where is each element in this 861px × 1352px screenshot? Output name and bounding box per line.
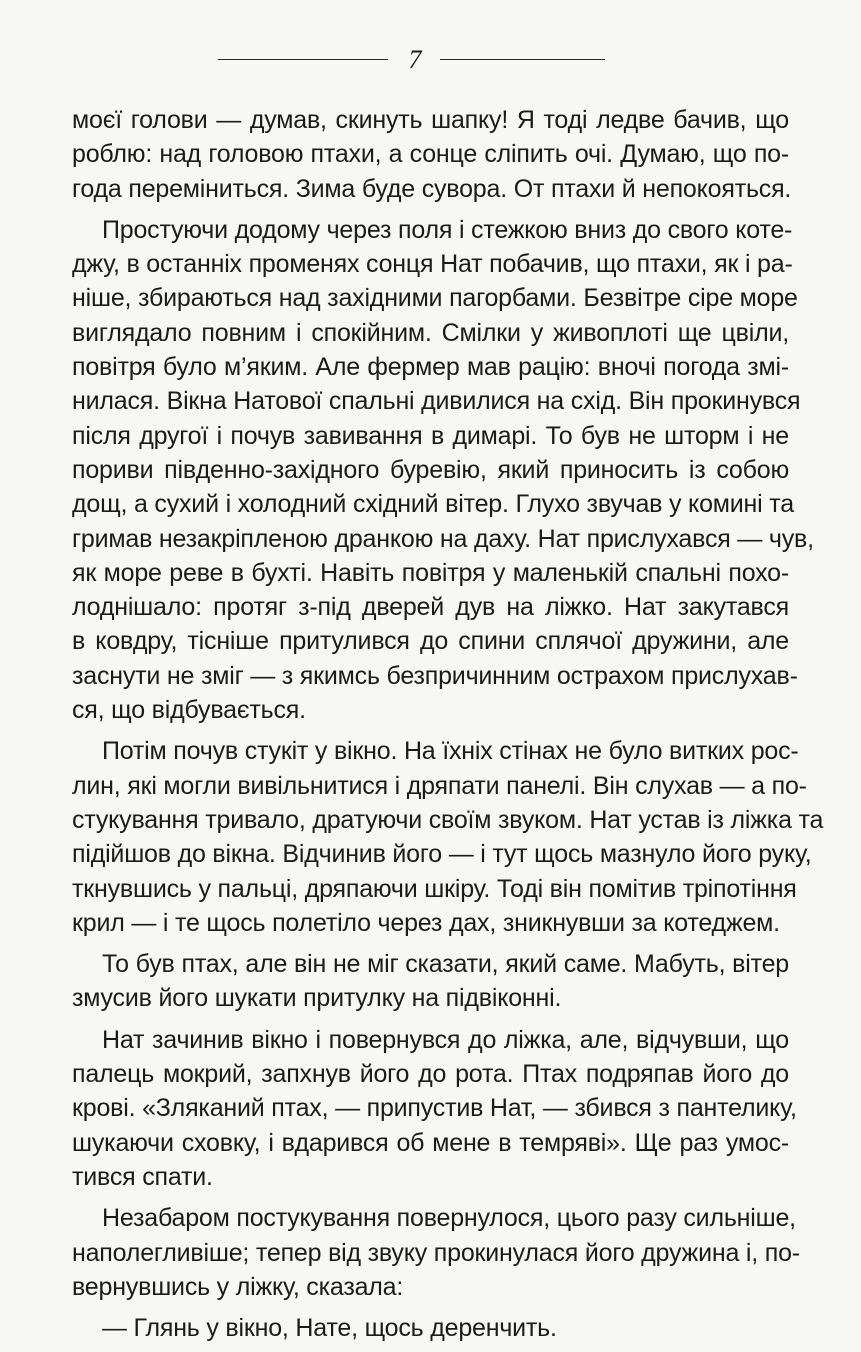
text-line: Нат зачинив вікно і повернувся до ліжка, але, відчувши, що [102,1025,789,1054]
header-rule-left [218,59,388,60]
text-line: пориви південно-західного буревію, який приносить із собою [72,455,789,484]
paragraph [72,1311,789,1345]
text-line: палець мокрий, запхнув його до рота. Птах подряпав його до [72,1060,789,1089]
text-line: дощ, а сухий і холодний східний вітер. Глухо звучав у комині та [72,490,794,519]
text-line: лоднішало: протяг з-під дверей дув на ліжко. Нат закутався [72,593,789,622]
text-line: моєї голови — думав, скинуть шапку! Я тоді ледве бачив, що [72,106,789,134]
text-line: То був птах, але він не міг сказати, який саме. Мабуть, вітер [102,950,789,979]
text-line: виглядало повним і спокійним. Смілки у живоплоті ще цвіли, [72,318,789,347]
text-line: ткнувшись у пальці, дряпаючи шкіру. Тоді він помітив тріпотіння [72,874,797,903]
paragraph [72,947,789,1016]
text-line: Простуючи додому через поля і стежкою вниз до свого коте- [102,215,793,244]
text-line: ся, що відбувається. [72,696,306,725]
text-line: після другої і почув завивання в димарі. То був не шторм і не [72,421,789,450]
page-header [0,42,861,78]
text-line: стукування тривало, дратуючи своїм звуком. Нат устав із ліжка та [72,805,824,834]
paragraph [72,734,824,940]
page-number: 7 [408,45,422,74]
paragraph [72,213,814,727]
header-rule-right [440,59,605,60]
body-text [72,103,824,1352]
text-line: підійшов до вікна. Відчинив його — і тут щось мазнуло його руку, [72,840,812,869]
text-line: гримав незакріпленою дранкою на даху. Нат прислухався — чув, [72,524,814,553]
text-line: вернувшись у ліжку, сказала: [72,1272,404,1301]
text-line: Потім почув стукіт у вікно. На їхніх стінах не було витких рос- [102,737,799,766]
text-line: шукаючи сховку, і вдарився об мене в темряві». Ще раз умос- [72,1128,789,1157]
text-line: роблю: над головою птахи, а сонце сліпить очі. Думаю, що по- [72,140,789,169]
text-line: крил — і те щось полетіло через дах, зникнувши за котеджем. [72,908,780,937]
text-line: нилася. Вікна Натової спальні дивилися на схід. Він прокинувся [72,387,801,416]
text-line: змусив його шукати притулку на підвіконні. [72,984,562,1013]
text-line: — Глянь у вікно, Нате, щось деренчить. [102,1314,557,1343]
text-line: в ковдру, тісніше притулився до спини сплячої дружини, але [72,627,789,656]
paragraph [72,1201,800,1304]
text-line: года переміниться. Зима буде сувора. От птахи й непокояться. [72,174,792,203]
text-line: наполегливіше; тепер від звуку прокинулася його дружина і, по- [72,1238,800,1267]
text-line: як море реве в бухті. Навіть повітря у маленькій спальні похо- [72,558,789,587]
text-line: Незабаром постукування повернулося, цього разу сильніше, [102,1204,796,1233]
text-line: заснути не зміг — з якимсь безпричинним острахом прислухав- [72,661,798,690]
text-line: ніше, збираються над західними пагорбами. Безвітре сіре море [72,284,798,313]
text-line: повітря було м’яким. Але фермер мав рацію: вночі погода змі- [72,353,789,382]
paragraph [72,103,792,206]
text-line: лин, які могли вивільнитися і дряпати панелі. Він слухав — а по- [72,771,807,800]
paragraph [72,1023,797,1194]
text-line: крові. «Зляканий птах, — припустив Нат, — збився з пантелику, [72,1094,797,1123]
text-line: джу, в останніх променях сонця Нат побачив, що птахи, як і ра- [72,250,793,279]
text-line: тився спати. [72,1162,213,1191]
